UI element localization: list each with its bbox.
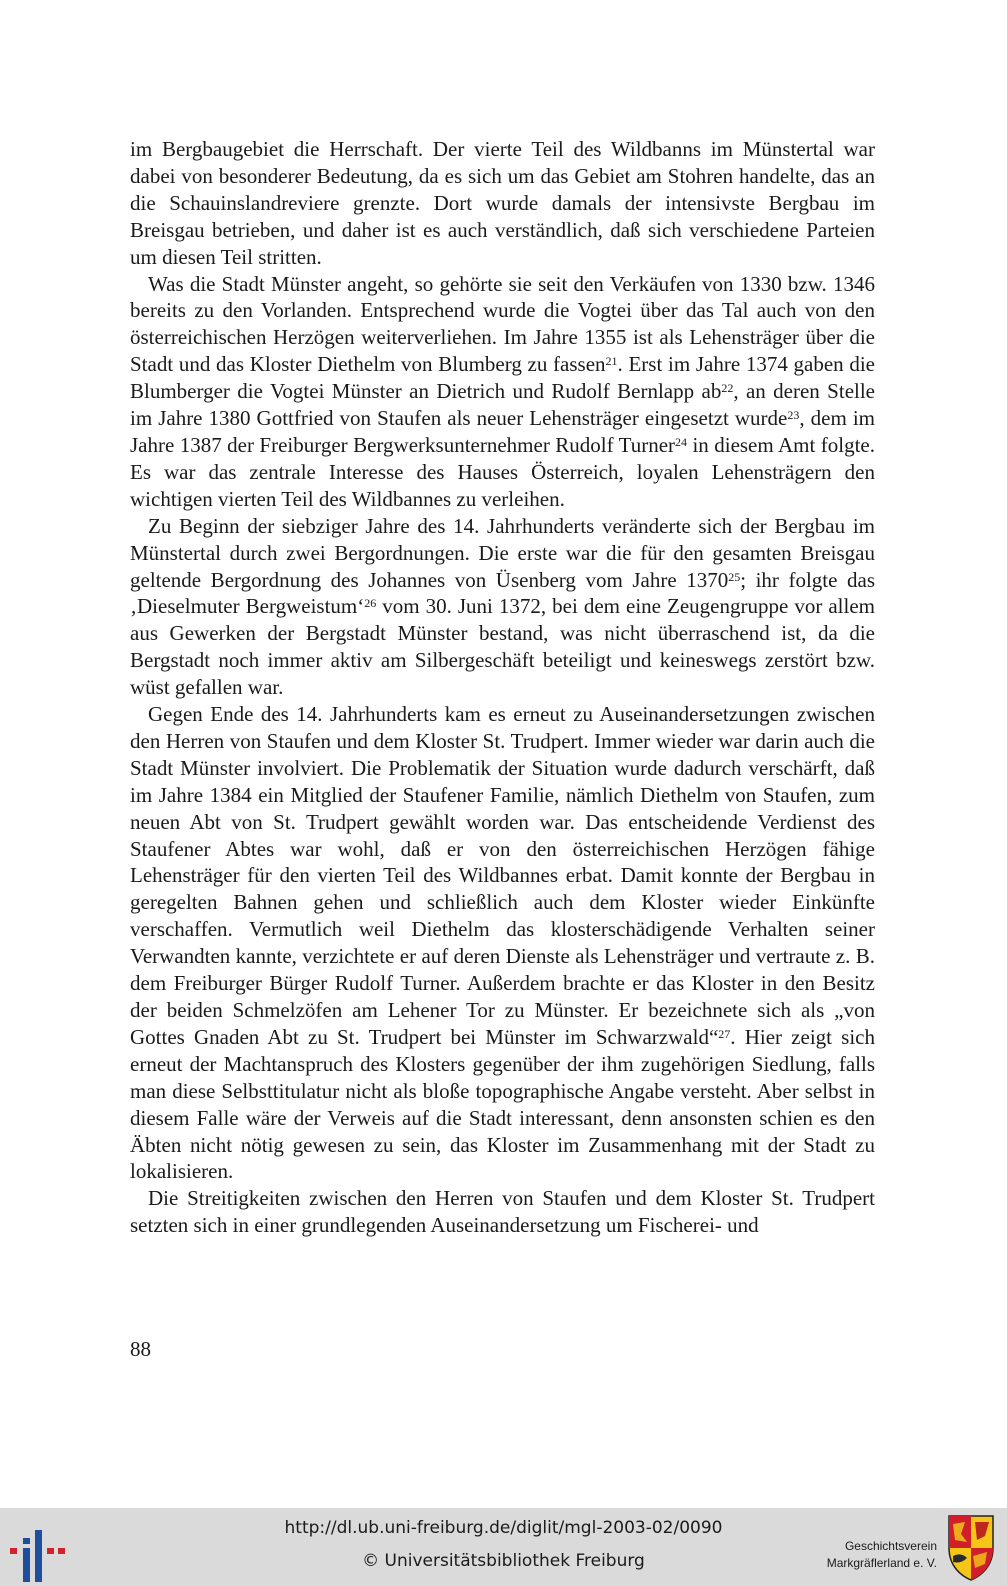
- body-paragraph: [130, 513, 875, 701]
- page-number: 88: [130, 1337, 151, 1361]
- footer-url[interactable]: http://dl.ub.uni-freiburg.de/diglit/mgl-2003-02/0090: [284, 1518, 723, 1538]
- paragraph-text: in diesem Amt folgte. Es war das zentrale Interesse des Hauses Österreich, loyalen Lehensträgern den wichtigen vierten Teil des Wildbannes zu verleihen.: [130, 432, 875, 511]
- body-paragraph: [130, 271, 875, 513]
- paragraph-text: Was die Stadt Münster angeht, so gehörte sie seit den Verkäufen von 1330 bzw. 1346 bereits zu den Vorlanden. Entsprechend wurde die Vogtei über das Tal auch von den österreichischen Herzögen weiterverliehen. Im Jahre 1355 ist als Lehensträger über die Stadt und das Kloster Diethelm von Blumberg zu fassen: [130, 271, 875, 377]
- paragraph-text: ; ihr folgte das ‚Dieselmuter Bergweistum‘: [130, 567, 875, 619]
- footnote-ref: 27: [718, 1026, 731, 1041]
- paragraph-text: im Bergbaugebiet die Herrschaft. Der vierte Teil des Wildbanns im Münstertal war dabei von besonderer Bedeutung, da es sich um das Gebiet am Stohren handelte, das an die Schauinslandreviere grenzte. Dort wurde damals der intensivste Bergbau im Breisgau betrieben, und daher ist es auch verständlich, daß sich verschiedene Parteien um diesen Teil stritten.: [130, 137, 875, 269]
- footnote-ref: 25: [728, 569, 741, 584]
- paragraph-text: . Hier zeigt sich erneut der Machtanspruch des Klosters gegenüber der ihm zugehörigen Siedlung, falls man diese Selbsttitulatur nicht als bloße topographische Angabe versteht. Aber selbst in diesem Falle wäre der Verweis auf die Stadt interessant, denn ansonsten schien es den Äbten nicht nötig gewesen zu sein, das Kloster im Zusammenhang mit der Stadt zu lokalisieren.: [130, 1024, 875, 1184]
- paragraph-text: vom 30. Juni 1372, bei dem eine Zeugengruppe vor allem aus Gewerken der Bergstadt Münster bestand, was nicht überraschend ist, da die Bergstadt noch immer aktiv am Silbergeschäft beteiligt und keineswegs zerstört bzw. wüst gefallen war.: [130, 594, 875, 700]
- society-name-line2: Markgräflerland e. V.: [826, 1556, 937, 1570]
- paragraph-text: Gegen Ende des 14. Jahrhunderts kam es erneut zu Auseinandersetzungen zwischen den Herren von Staufen und dem Kloster St. Trudpert. Immer wieder war darin auch die Stadt Münster involviert. Die Problematik der Situation wurde dadurch verschärft, daß im Jahre 1384 ein Mitglied der Staufener Familie, nämlich Diethelm von Staufen, zum neuen Abt von St. Trudpert gewählt worden war. Das entscheidende Verdienst des Staufener Abtes war wohl, daß er von den österreichischen Herzögen fähige Lehensträger für den vierten Teil des Wildbannes erbat. Damit konnte der Bergbau in geregelten Bahnen gehen und schließlich auch dem Kloster wieder Einkünfte verschaffen. Vermutlich weil Diethelm das klosterschädigende Verhalten seiner Verwandten kannte, verzichtete er auf deren Dienste als Lehensträger und vertraute z. B. dem Freiburger Bürger Rudolf Turner. Außerdem brachte er das Kloster in den Besitz der beiden Schmelzöfen am Lehener Tor zu Münster. Er bezeichnete sich als „von Gottes Gnaden Abt zu St. Trudpert bei Münster im Schwarzwald“: [130, 702, 875, 1049]
- footnote-ref: 22: [721, 381, 734, 396]
- paragraph-text: Die Streitigkeiten zwischen den Herren von Staufen und dem Kloster St. Trudpert setzten sich in einer grundlegenden Auseinandersetzung um Fischerei- und: [130, 1186, 875, 1238]
- paragraph-text: Zu Beginn der siebziger Jahre des 14. Jahrhunderts veränderte sich der Bergbau im Münstertal durch zwei Bergordnungen. Die erste war die für den gesamten Breisgau geltende Bergordnung des Johannes von Üsenberg vom Jahre 1370: [130, 513, 875, 592]
- footnote-ref: 21: [605, 354, 618, 369]
- footnote-ref: 26: [364, 596, 377, 611]
- body-paragraph: [130, 1185, 875, 1239]
- paragraph-text: , an deren Stelle im Jahre 1380 Gottfried von Staufen als neuer Lehensträger eingesetzt wurde: [130, 379, 875, 431]
- paragraph-text: , dem im Jahre 1387 der Freiburger Bergwerksunternehmer Rudolf Turner: [130, 406, 876, 457]
- coat-of-arms-icon: [945, 1512, 997, 1582]
- body-paragraph: [130, 136, 875, 271]
- page-body-text: [130, 136, 875, 1239]
- footnote-ref: 23: [787, 408, 800, 423]
- society-name: [812, 1538, 937, 1572]
- paragraph-text: . Erst im Jahre 1374 gaben die Blumberger die Vogtei Münster an Dietrich und Rudolf Bernlapp ab: [130, 352, 875, 404]
- footer-bar: [0, 1508, 1007, 1586]
- footnote-ref: 24: [675, 434, 688, 449]
- footer-copyright: © Universitätsbibliothek Freiburg: [362, 1551, 645, 1571]
- body-paragraph: [130, 701, 875, 1185]
- society-name-line1: Geschichtsverein: [844, 1539, 937, 1553]
